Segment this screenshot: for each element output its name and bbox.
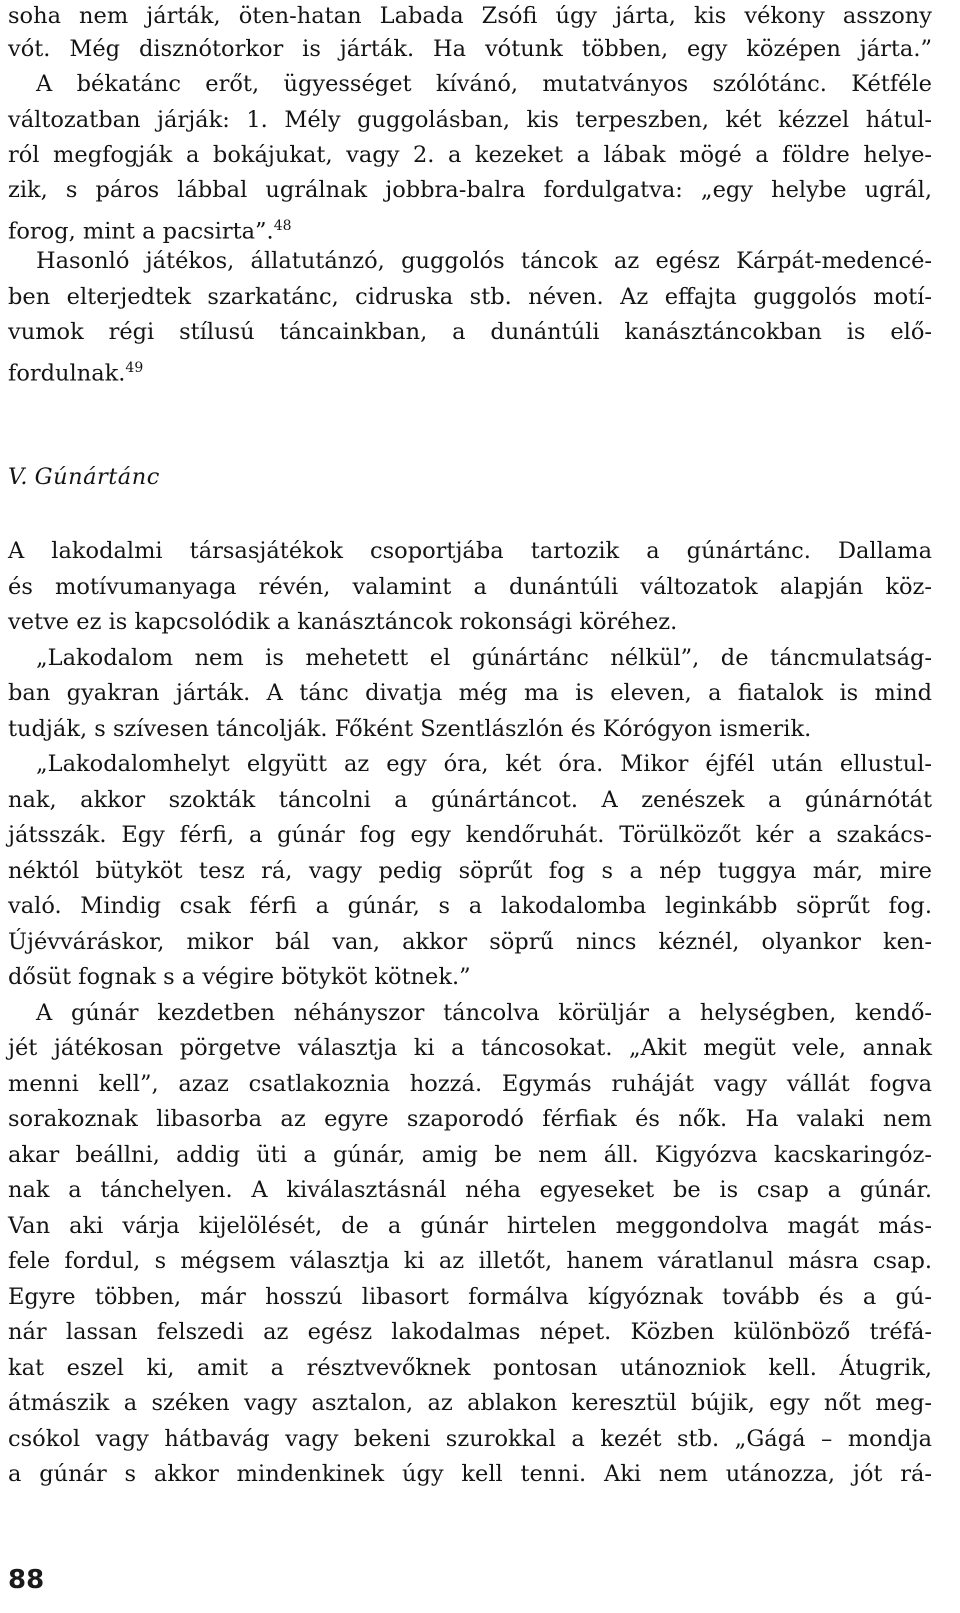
text-line: nak a tánchelyen. A kiválasztásnál néha egyeseket be is csap a gúnár. [8,1177,932,1203]
text-line: „Lakodalomhelyt elgyütt az egy óra, két óra. Mikor éjfél után ellustul- [36,751,932,777]
text-line: sorakoznak libasorba az egyre szaporodó férfiak és nők. Ha valaki nem [8,1106,932,1132]
text-line: akar beállni, addig üti a gúnár, amig be nem áll. Kigyózva kacskaringóz- [8,1142,932,1168]
text-line: A lakodalmi társasjátékok csoportjába tartozik a gúnártánc. Dallama [8,538,932,564]
text-line: zik, s páros lábbal ugrálnak jobbra-balra fordulgatva: „egy helybe ugrál, [8,177,932,203]
section-number: V. [8,464,28,490]
text-line: vumok régi stílusú táncainkban, a dunántúli kanásztáncokban is elő- [8,319,932,345]
text-line: a gúnár s akkor mindenkinek úgy kell tenni. Aki nem utánozza, jót rá- [8,1461,932,1487]
page-number: 88 [8,1565,45,1595]
text-line: „Lakodalom nem is mehetett el gúnártánc nélkül”, de táncmulatság- [36,645,932,671]
text-line: tudják, s szívesen táncolják. Főként Szentlászlón és Kórógyon ismerik. [8,716,812,742]
text-line: való. Mindig csak férfi a gúnár, s a lakodalomba leginkább söprűt fog. [8,893,932,919]
footnote-ref: 49 [125,360,144,376]
text-line: és motívumanyaga révén, valamint a dunántúli változatok alapján köz- [8,574,932,600]
text-line: Újévváráskor, mikor bál van, akkor söprű nincs kéznél, olyankor ken- [8,929,932,955]
text-line: nak, akkor szokták táncolni a gúnártáncot. A zenészek a gúnárnótát [8,787,932,813]
text-line: ról megfogják a bokájukat, vagy 2. a kezeket a lábak mögé a földre helye- [8,142,932,168]
text-line: menni kell”, azaz csatlakoznia hozzá. Egymás ruháját vagy vállát fogva [8,1071,932,1097]
text-line: Egyre többen, már hosszú libasort formálva kígyóznak tovább és a gú- [8,1284,932,1310]
section-title: Gúnártánc [34,464,160,490]
text-line: átmászik a széken vagy asztalon, az ablakon keresztül bújik, egy nőt meg- [8,1390,932,1416]
text-line: fele fordul, s mégsem választja ki az illetőt, hanem váratlanul másra csap. [8,1248,932,1274]
text-line: ben elterjedtek szarkatánc, cidruska stb. néven. Az effajta guggolós motí- [8,284,932,310]
text-line: kat eszel ki, amit a résztvevőknek pontosan utánozniok kell. Átugrik, [8,1355,932,1381]
text-line: fordulnak.$^{49}$ [8,360,144,387]
footnote-ref: 48 [273,218,292,234]
text-line: változatban járják: 1. Mély guggolásban, kis terpeszben, két kézzel hátul- [8,107,932,133]
text-line: csókol vagy hátbavág vagy bekeni szurokkal a kezét stb. „Gágá – mondja [8,1426,932,1452]
text-line: vetve ez is kapcsolódik a kanásztáncok rokonsági köréhez. [8,609,678,635]
text-line: forog, mint a pacsirta”.$^{48}$ [8,218,292,245]
text-line: A békatánc erőt, ügyességet kívánó, mutatványos szólótánc. Kétféle [36,71,932,97]
text-line: játsszák. Egy férfi, a gúnár fog egy kendőruhát. Törülközőt kér a szakács- [8,822,932,848]
text-line: Hasonló játékos, állatutánzó, guggolós táncok az egész Kárpát-medencé- [36,248,932,274]
text-line: A gúnár kezdetben néhányszor táncolva körüljár a helységben, kendő- [36,1000,932,1026]
text-line: soha nem járták, öten-hatan Labada Zsófi úgy járta, kis vékony asszony [8,3,932,29]
text-line: néktól bütyköt tesz rá, vagy pedig söprűt fog s a nép tuggya már, mire [8,858,932,884]
section-heading [8,461,160,493]
text-line: nár lassan felszedi az egész lakodalmas népet. Közben különböző tréfá- [8,1319,932,1345]
text-line: vót. Még disznótorkor is járták. Ha vótunk többen, egy középen járta.” [8,36,932,62]
text-line: Van aki várja kijelölését, de a gúnár hirtelen meggondolva magát más- [8,1213,932,1239]
text-line: ban gyakran járták. A tánc divatja még ma is eleven, a fiatalok is mind [8,680,932,706]
text-line: jét játékosan pörgetve választja ki a táncosokat. „Akit megüt vele, annak [8,1035,932,1061]
text-line: dősüt fognak s a végire bötyköt kötnek.” [8,964,471,990]
